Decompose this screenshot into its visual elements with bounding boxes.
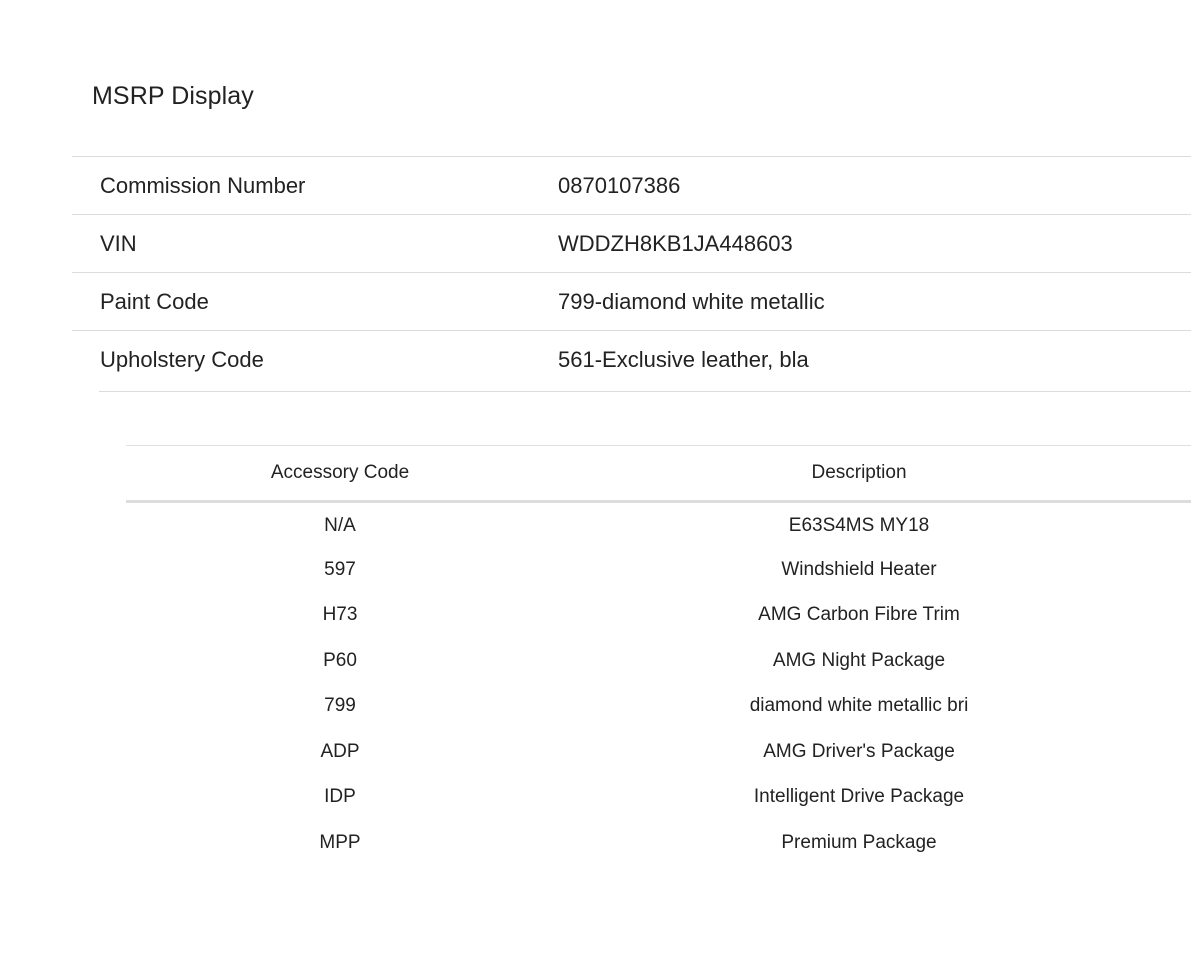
description-cell: Intelligent Drive Package [753,786,965,808]
info-row-vin [72,215,1191,273]
commission-number-label: Commission Number [100,172,306,198]
upholstery-code-label: Upholstery Code [100,346,264,372]
accessory-code-cell: 799 [324,695,356,717]
accessory-code-cell: H73 [322,604,358,626]
accessory-code-cell: P60 [323,649,357,671]
paint-code-value: 799-diamond white metallic [558,288,825,314]
accessory-code-cell: MPP [319,831,361,853]
accessory-table [126,445,1191,866]
table-row [126,820,1191,866]
description-header: Description [554,446,1191,502]
description-cell: AMG Carbon Fibre Trim [758,604,960,626]
accessory-table-header [126,446,1191,502]
vin-label: VIN [100,230,137,256]
table-row [126,638,1191,684]
description-cell: diamond white metallic bri [749,695,969,717]
page-title: MSRP Display [92,82,254,110]
description-cell: AMG Night Package [772,649,946,671]
table-row [126,729,1191,775]
vin-value: WDDZH8KB1JA448603 [558,230,793,256]
upholstery-code-value: 561-Exclusive leather, bla [558,346,809,372]
info-row-commission-number [72,157,1191,215]
accessory-code-header: Accessory Code [126,446,554,502]
table-row [126,547,1191,593]
description-cell: Premium Package [781,831,937,853]
table-row [126,593,1191,639]
info-table-divider [99,391,1191,392]
description-cell: E63S4MS MY18 [788,515,930,536]
accessory-code-cell: N/A [324,515,356,536]
description-cell: Windshield Heater [781,558,937,580]
paint-code-label: Paint Code [100,288,209,314]
info-row-upholstery-code [72,331,1191,389]
accessory-code-cell: IDP [324,786,356,808]
table-row [126,502,1191,548]
vehicle-info-table [72,156,1191,389]
commission-number-value: 0870107386 [558,172,681,198]
accessory-code-cell: ADP [320,740,360,762]
table-row [126,775,1191,821]
table-row [126,684,1191,730]
info-row-paint-code [72,273,1191,331]
accessory-code-cell: 597 [324,558,356,580]
description-cell: AMG Driver's Package [763,740,955,762]
